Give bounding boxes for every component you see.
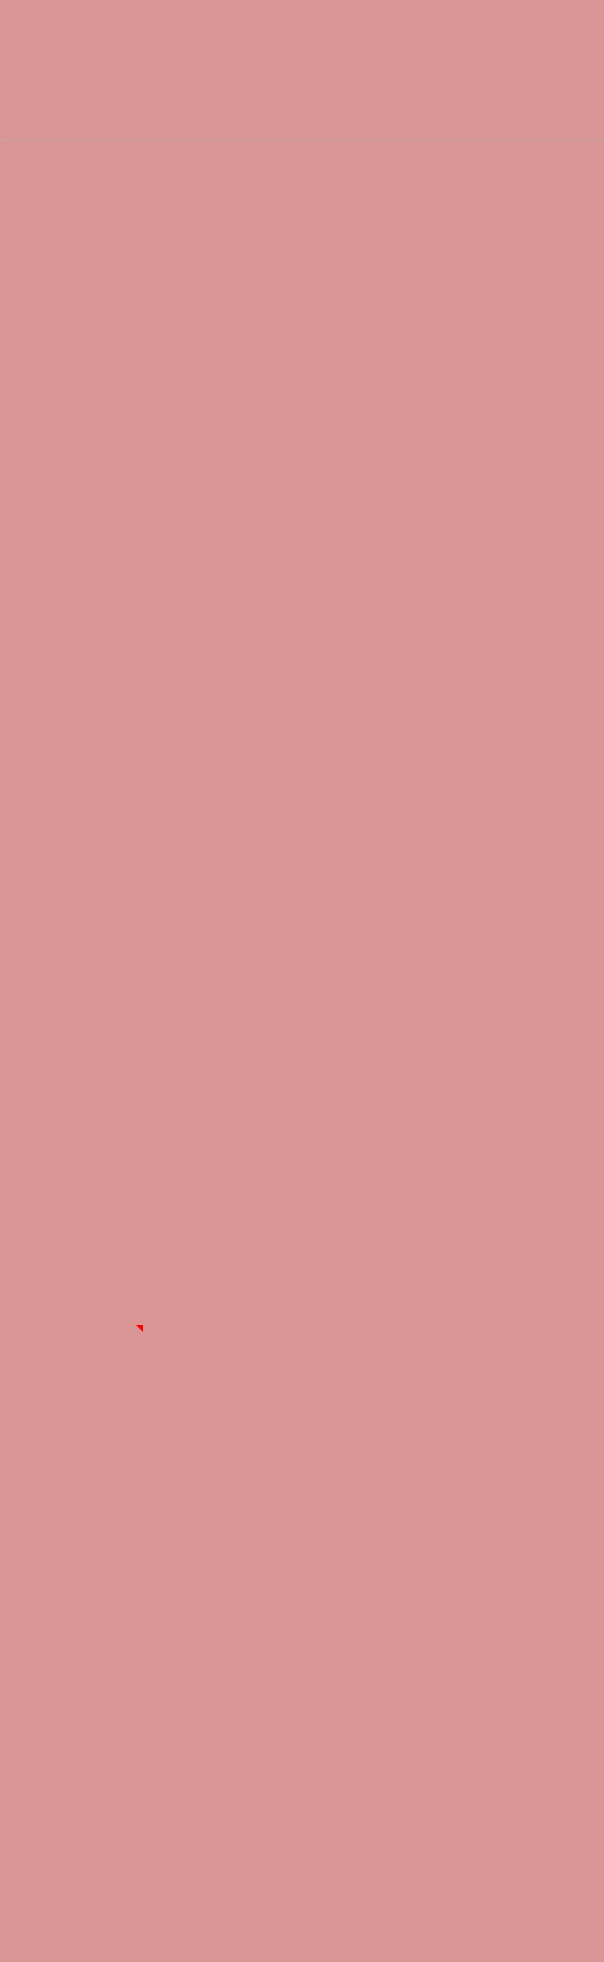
comment-marker-icon <box>136 1325 143 1332</box>
matrix-grid <box>0 140 604 141</box>
